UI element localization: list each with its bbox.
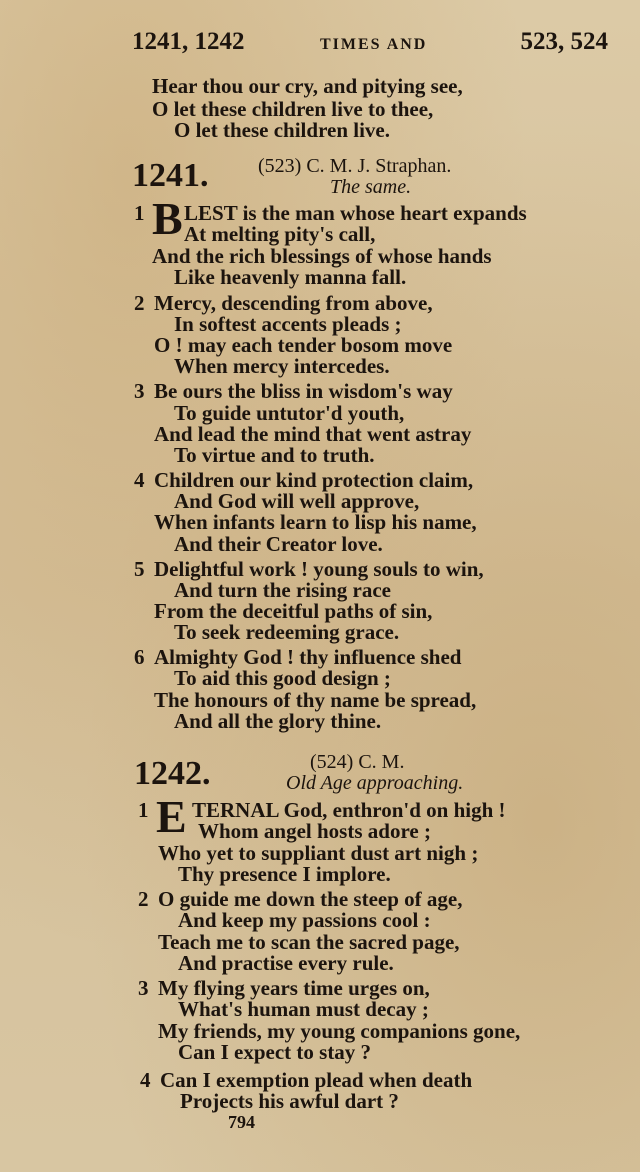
verse-line: From the deceitful paths of sin, [154, 599, 433, 623]
verse-line: To guide untutor'd youth, [174, 401, 405, 425]
verse-line: Can I expect to stay ? [178, 1040, 372, 1064]
verse-line: And keep my passions cool : [178, 908, 431, 932]
verse-line: TERNAL God, enthron'd on high ! [192, 798, 506, 822]
verse-line: Thy presence I implore. [178, 862, 391, 886]
stanza-number: 5 [134, 557, 145, 581]
hymn-number: 1242. [134, 755, 211, 792]
verse-line: Whom angel hosts adore ; [198, 819, 431, 843]
verse-line: Delightful work ! young souls to win, [154, 557, 484, 581]
verse-line: The honours of thy name be spread, [154, 688, 477, 712]
stanza-number: 6 [134, 645, 145, 669]
verse-line: To seek redeeming grace. [174, 620, 400, 644]
stanza-number: 2 [134, 291, 145, 315]
verse-line: To virtue and to truth. [174, 443, 375, 467]
header-hymn-numbers: 1241, 1242 [132, 28, 245, 55]
verse-line: My friends, my young companions gone, [158, 1019, 521, 1043]
verse-line: Can I exemption plead when death [160, 1068, 473, 1092]
verse-line: Who yet to suppliant dust art nigh ; [158, 841, 479, 865]
carryover-line: O let these children live to thee, [152, 97, 434, 121]
drop-cap: E [156, 791, 187, 842]
verse-line: And their Creator love. [174, 532, 383, 556]
carryover-line: Hear thou our cry, and pitying see, [152, 74, 463, 98]
verse-line: When infants learn to lisp his name, [154, 510, 477, 534]
verse-line: Projects his awful dart ? [180, 1089, 399, 1113]
hymn-meta: (524) C. M. [310, 751, 405, 773]
verse-line: O ! may each tender bosom move [154, 333, 453, 357]
stanza-number: 1 [138, 798, 149, 822]
verse-line: And practise every rule. [178, 951, 394, 975]
verse-line: What's human must decay ; [178, 997, 429, 1021]
verse-line: LEST is the man whose heart expands [184, 201, 527, 225]
verse-line: O guide me down the steep of age, [158, 887, 463, 911]
stanza-number: 4 [140, 1068, 151, 1092]
stanza-number: 4 [134, 468, 145, 492]
verse-line: Mercy, descending from above, [154, 291, 433, 315]
verse-line: To aid this good design ; [174, 666, 391, 690]
verse-line: Children our kind protection claim, [154, 468, 474, 492]
drop-cap: B [152, 193, 183, 244]
header-tune-numbers: 523, 524 [520, 28, 608, 55]
hymn-subtitle: Old Age approaching. [286, 772, 464, 794]
stanza-number: 1 [134, 201, 145, 225]
verse-line: Teach me to scan the sacred page, [158, 930, 460, 954]
verse-line: In softest accents pleads ; [174, 312, 402, 336]
hymn-meta: (523) C. M. J. Straphan. [258, 155, 452, 177]
verse-line: And God will well approve, [174, 489, 420, 513]
stanza-number: 2 [138, 887, 149, 911]
verse-line: Be ours the bliss in wisdom's way [154, 379, 453, 403]
stanza-number: 3 [134, 379, 145, 403]
header-title: TIMES AND [320, 36, 428, 53]
hymn-number: 1241. [132, 157, 209, 194]
verse-line: My flying years time urges on, [158, 976, 430, 1000]
verse-line: And the rich blessings of whose hands [152, 244, 492, 268]
verse-line: And all the glory thine. [174, 709, 382, 733]
verse-line: Like heavenly manna fall. [174, 265, 407, 289]
verse-line: Almighty God ! thy influence shed [154, 645, 462, 669]
verse-line: And turn the rising race [174, 578, 391, 602]
verse-line: At melting pity's call, [184, 222, 376, 246]
verse-line: When mercy intercedes. [174, 354, 390, 378]
verse-line: And lead the mind that went astray [154, 422, 472, 446]
running-header [132, 28, 608, 68]
hymn-subtitle: The same. [330, 176, 412, 198]
stanza-number: 3 [138, 976, 149, 1000]
page-number: 794 [228, 1112, 255, 1132]
carryover-line: O let these children live. [174, 118, 390, 142]
